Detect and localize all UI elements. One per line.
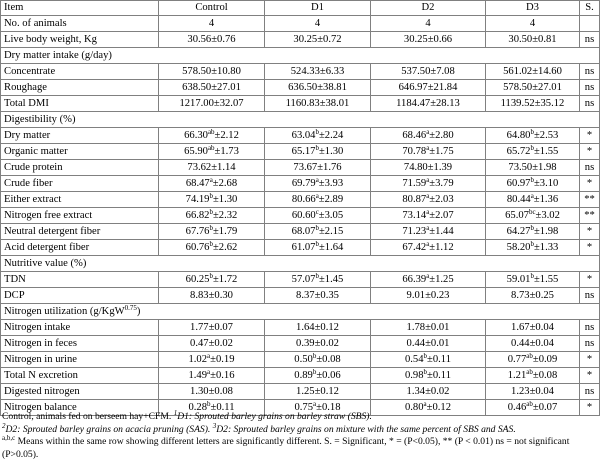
cell-control: 68.47$^a$±2.68 xyxy=(159,176,265,192)
section-header-row xyxy=(1,256,600,272)
cell-d3: 8.73±0.25 xyxy=(486,288,580,304)
cell-significance: ** xyxy=(580,208,600,224)
cell-control: 638.50±27.01 xyxy=(159,80,265,96)
cell-item: Either extract xyxy=(1,192,159,208)
cell-d3: 1139.52±35.12 xyxy=(486,96,580,112)
cell-control: 1217.00±32.07 xyxy=(159,96,265,112)
cell-d1: 57.07$^b$±1.45 xyxy=(265,272,371,288)
cell-d1: 0.75$^a$±0.18 xyxy=(265,400,371,416)
table-row xyxy=(1,32,600,48)
col-header-d3: D3 xyxy=(486,1,580,16)
cell-d2: 74.80±1.39 xyxy=(371,160,486,176)
cell-d2: 0.80$^a$±0.12 xyxy=(371,400,486,416)
col-header-d2: D2 xyxy=(371,1,486,16)
table-row xyxy=(1,320,600,336)
cell-d3: 65.72$^b$±1.55 xyxy=(486,144,580,160)
cell-item: Digested nitrogen xyxy=(1,384,159,400)
cell-significance: * xyxy=(580,224,600,240)
table-row xyxy=(1,288,600,304)
cell-d1: 1.64±0.12 xyxy=(265,320,371,336)
cell-significance: * xyxy=(580,240,600,256)
cell-d2: 1184.47±28.13 xyxy=(371,96,486,112)
cell-d1: 63.04$^b$±2.24 xyxy=(265,128,371,144)
cell-d3: 64.80$^b$±2.53 xyxy=(486,128,580,144)
cell-significance: * xyxy=(580,400,600,416)
cell-significance: ns xyxy=(580,384,600,400)
cell-d2: 70.78$^a$±1.75 xyxy=(371,144,486,160)
cell-d2: 537.50±7.08 xyxy=(371,64,486,80)
cell-control: 66.30$^{ab}$±2.12 xyxy=(159,128,265,144)
cell-control: 30.56±0.76 xyxy=(159,32,265,48)
cell-item: Nitrogen balance xyxy=(1,400,159,416)
cell-d2: 30.25±0.66 xyxy=(371,32,486,48)
cell-d1: 0.89$^b$±0.06 xyxy=(265,368,371,384)
cell-control: 8.83±0.30 xyxy=(159,288,265,304)
section-header-row xyxy=(1,48,600,64)
table-row xyxy=(1,144,600,160)
cell-d1: 80.66$^a$±2.89 xyxy=(265,192,371,208)
cell-significance: ns xyxy=(580,160,600,176)
col-header-significance: S. xyxy=(580,1,600,16)
cell-d3: 73.50±1.98 xyxy=(486,160,580,176)
cell-control: 578.50±10.80 xyxy=(159,64,265,80)
col-header-control: Control xyxy=(159,1,265,16)
table-row xyxy=(1,96,600,112)
footnote-line-2: $^2$D2: Sprouted barley grains on acacia pruning (SAS). $^3$D2: Sprouted barley grains on mixture with the same percent of SBS and SAS. xyxy=(2,421,516,435)
section-title: Dry matter intake (g/day) xyxy=(1,48,600,64)
cell-d1: 68.07$^b$±2.15 xyxy=(265,224,371,240)
cell-control: 1.02$^a$±0.19 xyxy=(159,352,265,368)
cell-d3: 30.50±0.81 xyxy=(486,32,580,48)
cell-d1: 61.07$^b$±1.64 xyxy=(265,240,371,256)
cell-item: Dry matter xyxy=(1,128,159,144)
table-row xyxy=(1,160,600,176)
cell-item: Roughage xyxy=(1,80,159,96)
cell-item: Crude fiber xyxy=(1,176,159,192)
table-row xyxy=(1,80,600,96)
cell-item: Neutral detergent fiber xyxy=(1,224,159,240)
cell-d2: 71.23$^a$±1.44 xyxy=(371,224,486,240)
section-title: Nutritive value (%) xyxy=(1,256,600,272)
cell-control: 60.25$^b$±1.72 xyxy=(159,272,265,288)
cell-d3: 0.77$^{ab}$±0.09 xyxy=(486,352,580,368)
cell-control: 1.49$^a$±0.16 xyxy=(159,368,265,384)
table-row xyxy=(1,368,600,384)
cell-item: Concentrate xyxy=(1,64,159,80)
footnote-d1-text: $^1$D1: Sprouted barley grains on barley straw (SBS). xyxy=(173,409,372,422)
cell-significance: ** xyxy=(580,192,600,208)
cell-item: DCP xyxy=(1,288,159,304)
cell-control: 1.30±0.08 xyxy=(159,384,265,400)
cell-d2: 68.46$^a$±2.80 xyxy=(371,128,486,144)
cell-item: Organic matter xyxy=(1,144,159,160)
cell-d3: 4 xyxy=(486,16,580,32)
cell-item: No. of animals xyxy=(1,16,159,32)
cell-control: 65.90$^{ab}$±1.73 xyxy=(159,144,265,160)
cell-control: 66.82$^b$±2.32 xyxy=(159,208,265,224)
cell-d2: 1.34±0.02 xyxy=(371,384,486,400)
cell-d3: 80.44$^a$±1.36 xyxy=(486,192,580,208)
cell-d2: 646.97±21.84 xyxy=(371,80,486,96)
cell-significance: * xyxy=(580,368,600,384)
cell-d3: 1.23±0.04 xyxy=(486,384,580,400)
cell-significance xyxy=(580,16,600,32)
cell-d2: 9.01±0.23 xyxy=(371,288,486,304)
cell-item: Live body weight, Kg xyxy=(1,32,159,48)
table-row xyxy=(1,192,600,208)
cell-d1: 0.50$^b$±0.08 xyxy=(265,352,371,368)
cell-item: Total N excretion xyxy=(1,368,159,384)
cell-d2: 0.98$^b$±0.11 xyxy=(371,368,486,384)
cell-d1: 30.25±0.72 xyxy=(265,32,371,48)
cell-significance: ns xyxy=(580,80,600,96)
cell-d3: 59.01$^b$±1.55 xyxy=(486,272,580,288)
cell-control: 74.19$^b$±1.30 xyxy=(159,192,265,208)
cell-significance: * xyxy=(580,128,600,144)
cell-d1: 69.79$^a$±3.93 xyxy=(265,176,371,192)
cell-item: Crude protein xyxy=(1,160,159,176)
cell-control: 1.77±0.07 xyxy=(159,320,265,336)
cell-significance: * xyxy=(580,176,600,192)
cell-item: TDN xyxy=(1,272,159,288)
col-header-d1: D1 xyxy=(265,1,371,16)
cell-d3: 60.97$^b$±3.10 xyxy=(486,176,580,192)
header-row xyxy=(1,1,600,16)
cell-d1: 73.67±1.76 xyxy=(265,160,371,176)
cell-significance: ns xyxy=(580,96,600,112)
table-row xyxy=(1,208,600,224)
table-row xyxy=(1,336,600,352)
cell-item: Total DMI xyxy=(1,96,159,112)
cell-significance: ns xyxy=(580,336,600,352)
cell-d1: 8.37±0.35 xyxy=(265,288,371,304)
cell-d3: 1.67±0.04 xyxy=(486,320,580,336)
cell-d1: 0.39±0.02 xyxy=(265,336,371,352)
cell-item: Nitrogen intake xyxy=(1,320,159,336)
cell-control: 4 xyxy=(159,16,265,32)
cell-item: Nitrogen free extract xyxy=(1,208,159,224)
footnote-control-text: Control, animals fed on berseem hay+CFM. xyxy=(2,411,172,422)
cell-d3: 58.20$^b$±1.33 xyxy=(486,240,580,256)
cell-item: Acid detergent fiber xyxy=(1,240,159,256)
cell-significance: ns xyxy=(580,320,600,336)
cell-d2: 67.42$^a$±1.12 xyxy=(371,240,486,256)
cell-control: 67.76$^b$±1.79 xyxy=(159,224,265,240)
cell-control: 73.62±1.14 xyxy=(159,160,265,176)
cell-d3: 0.46$^{ab}$±0.07 xyxy=(486,400,580,416)
cell-d2: 80.87$^a$±2.03 xyxy=(371,192,486,208)
cell-d3: 578.50±27.01 xyxy=(486,80,580,96)
table-row xyxy=(1,240,600,256)
table-row xyxy=(1,272,600,288)
table-row xyxy=(1,384,600,400)
cell-d1: 524.33±6.33 xyxy=(265,64,371,80)
cell-d1: 1.25±0.12 xyxy=(265,384,371,400)
cell-d2: 4 xyxy=(371,16,486,32)
cell-d1: 636.50±38.81 xyxy=(265,80,371,96)
cell-d2: 73.14$^a$±2.07 xyxy=(371,208,486,224)
cell-d1: 4 xyxy=(265,16,371,32)
cell-d2: 71.59$^a$±3.79 xyxy=(371,176,486,192)
table-row xyxy=(1,64,600,80)
cell-d2: 66.39$^a$±1.25 xyxy=(371,272,486,288)
cell-d3: 64.27$^b$±1.98 xyxy=(486,224,580,240)
table-row xyxy=(1,128,600,144)
cell-d3: 561.02±14.60 xyxy=(486,64,580,80)
cell-control: 60.76$^b$±2.62 xyxy=(159,240,265,256)
section-title: Digestibility (%) xyxy=(1,112,600,128)
table-row xyxy=(1,352,600,368)
col-header-item: Item xyxy=(1,1,159,16)
cell-significance: * xyxy=(580,272,600,288)
cell-d2: 0.44±0.01 xyxy=(371,336,486,352)
cell-d3: 1.21$^{ab}$±0.08 xyxy=(486,368,580,384)
cell-d1: 65.17$^b$±1.30 xyxy=(265,144,371,160)
table-row xyxy=(1,16,600,32)
cell-d3: 0.44±0.04 xyxy=(486,336,580,352)
cell-item: Nitrogen in urine xyxy=(1,352,159,368)
footnote-line-1 xyxy=(2,411,598,424)
section-header-row xyxy=(1,112,600,128)
cell-significance: ns xyxy=(580,64,600,80)
cell-d3: 65.07$^{bc}$±3.02 xyxy=(486,208,580,224)
footnote-line-3: $^{a,b,c}$ Means within the same row showing different letters are significantly different. S. = Significant, * = (P<0.05), ** (P < 0.01) ns = not significant (P>0.05). xyxy=(2,434,570,460)
section-title: Nitrogen utilization (g/KgW$^{0.75}$) xyxy=(1,304,600,320)
cell-control: 0.47±0.02 xyxy=(159,336,265,352)
cell-d2: 1.78±0.01 xyxy=(371,320,486,336)
cell-control: 0.28$^b$±0.11 xyxy=(159,400,265,416)
cell-d2: 0.54$^b$±0.11 xyxy=(371,352,486,368)
cell-significance: * xyxy=(580,352,600,368)
cell-item: Nitrogen in feces xyxy=(1,336,159,352)
cell-d1: 1160.83±38.01 xyxy=(265,96,371,112)
section-header-row xyxy=(1,304,600,320)
table-row xyxy=(1,176,600,192)
cell-significance: ns xyxy=(580,288,600,304)
cell-d1: 60.60$^c$±3.05 xyxy=(265,208,371,224)
cell-significance: ns xyxy=(580,32,600,48)
table-row xyxy=(1,224,600,240)
cell-significance: * xyxy=(580,144,600,160)
table-footnote xyxy=(2,411,598,461)
